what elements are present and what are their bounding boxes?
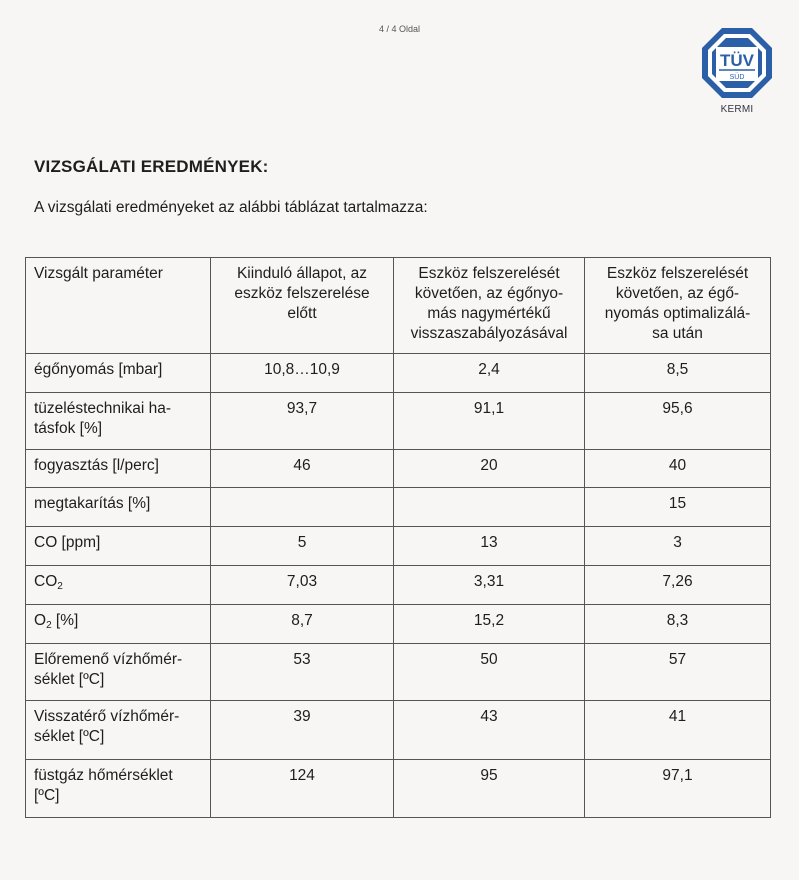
table-row (26, 760, 771, 818)
header-after-optimization: Eszköz felszerelését követően, az égő- nyomás optimalizálá- sa után (585, 258, 771, 354)
table-row (26, 644, 771, 701)
value-cell: 95 (394, 760, 585, 818)
page-number: 4 / 4 Oldal (378, 24, 421, 34)
value-cell: 40 (585, 450, 771, 488)
header-initial-state: Kiinduló állapot, az eszköz felszerelése előtt (211, 258, 394, 354)
tuv-sud-logo (701, 27, 773, 99)
logo-caption: KERMI (720, 104, 754, 115)
param-cell: fogyasztás [l/perc] (26, 450, 211, 488)
value-cell: 8,7 (211, 605, 394, 644)
value-cell: 2,4 (394, 354, 585, 393)
value-cell: 7,26 (585, 566, 771, 605)
table-row (26, 605, 771, 644)
param-cell: Előremenő vízhőmér- séklet [ºC] (26, 644, 211, 701)
value-cell: 15 (585, 488, 771, 527)
value-cell: 57 (585, 644, 771, 701)
header-after-reduction: Eszköz felszerelését követően, az égőnyo- más nagymértékű visszaszabályozásával (394, 258, 585, 354)
value-cell: 93,7 (211, 393, 394, 450)
table-row (26, 527, 771, 566)
value-cell: 7,03 (211, 566, 394, 605)
value-cell (394, 488, 585, 527)
table-row (26, 488, 771, 527)
value-cell: 20 (394, 450, 585, 488)
logo-mark: TÜV (720, 51, 754, 70)
value-cell: 13 (394, 527, 585, 566)
value-cell: 97,1 (585, 760, 771, 818)
param-cell: megtakarítás [%] (26, 488, 211, 527)
value-cell: 53 (211, 644, 394, 701)
value-cell: 10,8…10,9 (211, 354, 394, 393)
intro-text: A vizsgálati eredményeket az alábbi táblázat tartalmazza: (34, 199, 428, 216)
value-cell: 39 (211, 701, 394, 760)
param-cell: füstgáz hőmérséklet [ºC] (26, 760, 211, 818)
value-cell: 3 (585, 527, 771, 566)
table-row (26, 354, 771, 393)
value-cell (211, 488, 394, 527)
header-parameter: Vizsgált paraméter (26, 258, 211, 354)
table-row (26, 566, 771, 605)
value-cell: 41 (585, 701, 771, 760)
value-cell: 50 (394, 644, 585, 701)
logo-sub: SÜD (729, 74, 745, 81)
param-cell: égőnyomás [mbar] (26, 354, 211, 393)
value-cell: 8,3 (585, 605, 771, 644)
param-cell: tüzeléstechnikai ha- tásfok [%] (26, 393, 211, 450)
table-row (26, 450, 771, 488)
table-header-row (26, 258, 771, 354)
value-cell: 124 (211, 760, 394, 818)
value-cell: 3,31 (394, 566, 585, 605)
param-cell: Visszatérő vízhőmér- séklet [ºC] (26, 701, 211, 760)
value-cell: 15,2 (394, 605, 585, 644)
value-cell: 46 (211, 450, 394, 488)
param-cell: $CO_2$ (26, 566, 211, 605)
value-cell: 8,5 (585, 354, 771, 393)
value-cell: 43 (394, 701, 585, 760)
table-row (26, 393, 771, 450)
value-cell: 5 (211, 527, 394, 566)
table-row (26, 701, 771, 760)
section-title: VIZSGÁLATI EREDMÉNYEK: (34, 157, 269, 176)
param-cell: CO [ppm] (26, 527, 211, 566)
value-cell: 95,6 (585, 393, 771, 450)
value-cell: 91,1 (394, 393, 585, 450)
param-cell: $O_2$ [%] (26, 605, 211, 644)
results-table (25, 257, 771, 818)
